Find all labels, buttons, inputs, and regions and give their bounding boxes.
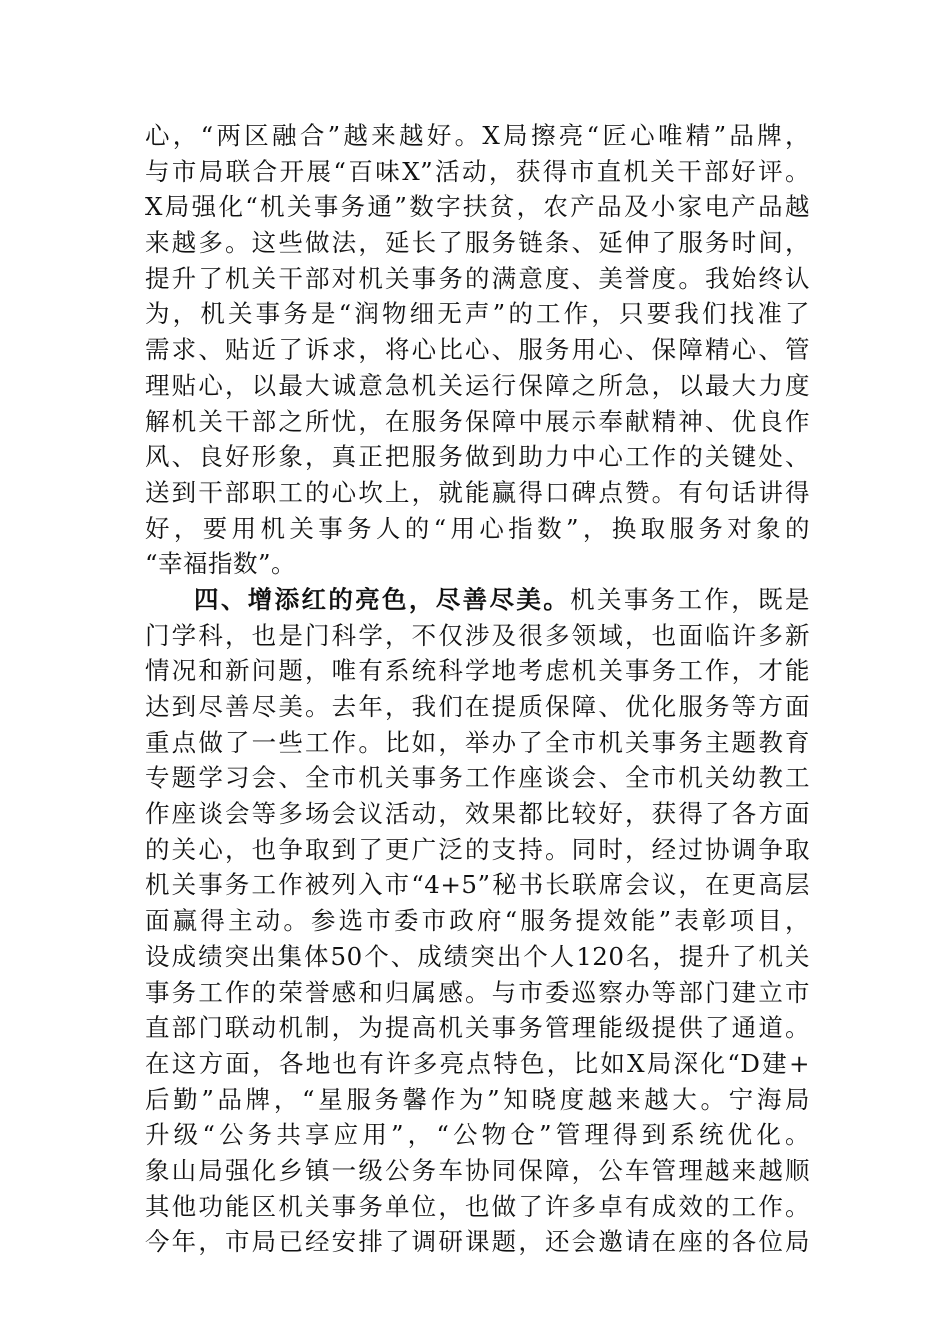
text-line: 其他功能区机关事务单位，也做了许多卓有成效的工作。 — [145, 1191, 810, 1221]
text-line: 重点做了一些工作。比如，举办了全市机关事务主题教育 — [145, 727, 810, 757]
text-line: 与市局联合开展“百味X”活动，获得市直机关干部好评。 — [145, 156, 810, 186]
text-line: 情况和新问题，唯有系统科学地考虑机关事务工作，才能 — [145, 656, 810, 686]
text-line: 作座谈会等多场会议活动，效果都比较好，获得了各方面 — [145, 799, 810, 829]
text-line: 风、良好形象，真正把服务做到助力中心工作的关键处、 — [145, 442, 810, 472]
text-line: 面赢得主动。参选市委市政府“服务提效能”表彰项目， — [145, 906, 810, 936]
text-line: 解机关干部之所忧，在服务保障中展示奉献精神、优良作 — [145, 406, 810, 436]
paragraph-service-practices — [145, 118, 810, 582]
text-line: “幸福指数”。 — [145, 549, 297, 579]
text-line: 来越多。这些做法，延长了服务链条、延伸了服务时间， — [145, 228, 810, 258]
section-heading: 四、增添红的亮色，尽善尽美。 — [194, 584, 571, 614]
text-line: 门学科，也是门科学，不仅涉及很多领域，也面临许多新 — [145, 620, 810, 650]
text-line: 达到尽善尽美。去年，我们在提质保障、优化服务等方面 — [145, 692, 810, 721]
text-line: 升级“公务共享应用”，“公物仓”管理得到系统优化。 — [145, 1120, 810, 1150]
text-line: 象山局强化乡镇一级公务车协同保障，公车管理越来越顺 — [145, 1155, 810, 1185]
paragraph-section-four — [145, 582, 810, 1260]
text-line: 的关心，也争取到了更广泛的支持。同时，经过协调争取 — [145, 834, 810, 864]
text-line: 后勤”品牌，“星服务馨作为”知晓度越来越大。宁海局 — [145, 1084, 810, 1114]
text-line: 好，要用机关事务人的“用心指数”，换取服务对象的 — [145, 513, 810, 543]
text-line: 事务工作的荣誉感和归属感。与市委巡察办等部门建立市 — [145, 977, 810, 1007]
text-line: 为，机关事务是“润物细无声”的工作，只要我们找准了 — [145, 299, 810, 329]
text-line: 今年，市局已经安排了调研课题，还会邀请在座的各位局 — [145, 1227, 810, 1257]
text-line: 理贴心，以最大诚意急机关运行保障之所急，以最大力度 — [145, 370, 810, 400]
text-line: X局强化“机关事务通”数字扶贫，农产品及小家电产品越 — [145, 192, 810, 222]
section-first-line-text: 机关事务工作，既是 — [570, 584, 811, 614]
text-line: 机关事务工作被列入市“4+5”秘书长联席会议，在更高层 — [145, 870, 810, 900]
section-first-line — [145, 582, 810, 618]
text-line: 送到干部职工的心坎上，就能赢得口碑点赞。有句话讲得 — [145, 477, 810, 507]
text-line: 提升了机关干部对机关事务的满意度、美誉度。我始终认 — [145, 263, 810, 293]
document-body — [145, 118, 810, 1260]
text-line: 专题学习会、全市机关事务工作座谈会、全市机关幼教工 — [145, 763, 810, 793]
text-line: 心，“两区融合”越来越好。X局擦亮“匠心唯精”品牌， — [145, 121, 810, 150]
text-line: 在这方面，各地也有许多亮点特色，比如X局深化“D建+ — [145, 1048, 810, 1078]
text-line: 需求、贴近了诉求，将心比心、服务用心、保障精心、管 — [145, 335, 810, 365]
text-line: 直部门联动机制，为提高机关事务管理能级提供了通道。 — [145, 1013, 810, 1043]
text-line: 设成绩突出集体50个、成绩突出个人120名，提升了机关 — [145, 941, 810, 971]
